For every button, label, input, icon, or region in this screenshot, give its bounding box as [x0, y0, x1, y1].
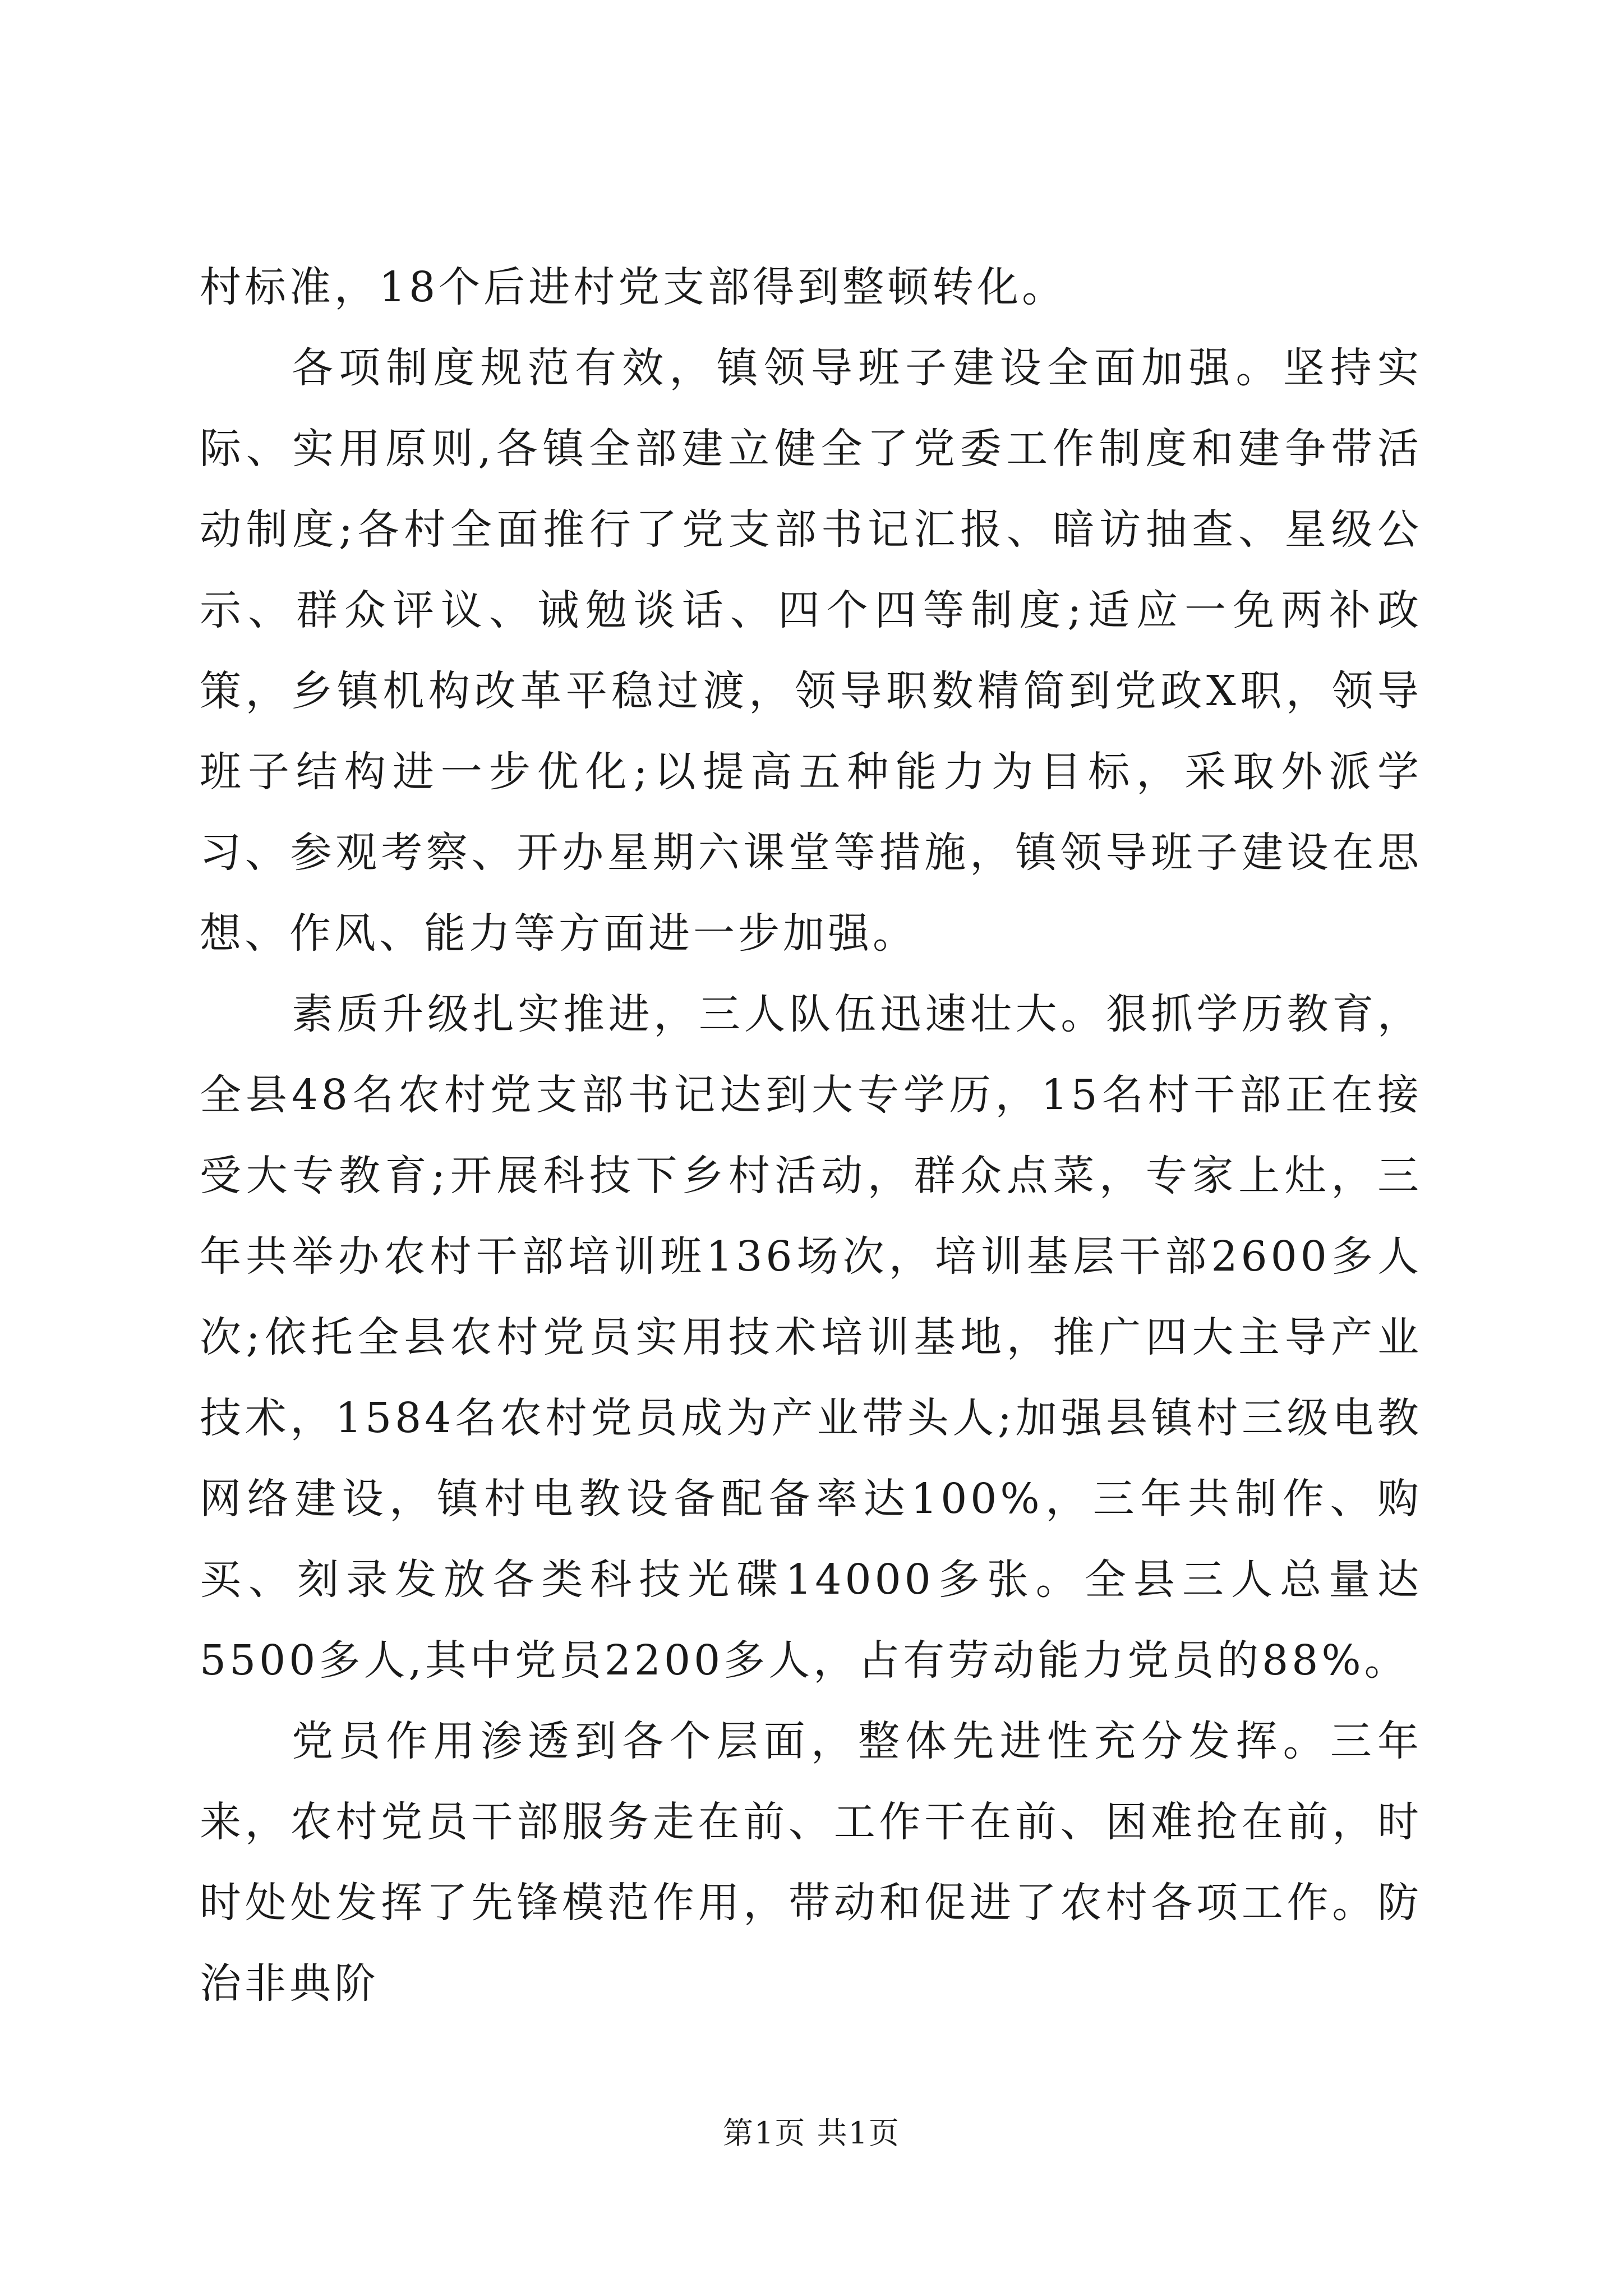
- page-footer: 第1页 共1页: [723, 2115, 900, 2151]
- paragraph-continued: 村标准，18个后进村党支部得到整顿转化。: [200, 263, 1067, 311]
- paragraph-leadership: 各项制度规范有效，镇领导班子建设全面加强。坚持实际、实用原则,各镇全部建立健全了党委工作制度和建争带活动制度;各村全面推行了党支部书记汇报、暗访抽查、星级公示、群众评议、诫勉谈话、四个四等制度;适应一免两补政策，乡镇机构改革平稳过渡，领导职数精简到党政X职，领导班子结构进一步优化;以提高五种能力为目标，采取外派学习、参观考察、开办星期六课堂等措施，镇领导班子建设在思想、作风、能力等方面进一步加强。: [200, 344, 1422, 958]
- paragraph-quality: 素质升级扎实推进，三人队伍迅速壮大。狠抓学历教育，全县48名农村党支部书记达到大专学历，15名村干部正在接受大专教育;开展科技下乡村活动，群众点菜，专家上灶，三年共举办农村干部培训班136场次，培训基层干部2600多人次;依托全县农村党员实用技术培训基地，推广四大主导产业技术，1584名农村党员成为产业带头人;加强县镇村三级电教网络建设，镇村电教设备配备率达100%，三年共制作、购买、刻录发放各类科技光碟14000多张。全县三人总量达5500多人,其中党员2200多人，占有劳动能力党员的88%。: [200, 990, 1422, 1685]
- document-body: [200, 247, 1422, 2024]
- paragraph-party-members: 党员作用渗透到各个层面，整体先进性充分发挥。三年来，农村党员干部服务走在前、工作干在前、困难抢在前，时时处处发挥了先锋模范作用，带动和促进了农村各项工作。防治非典阶: [200, 1717, 1422, 2008]
